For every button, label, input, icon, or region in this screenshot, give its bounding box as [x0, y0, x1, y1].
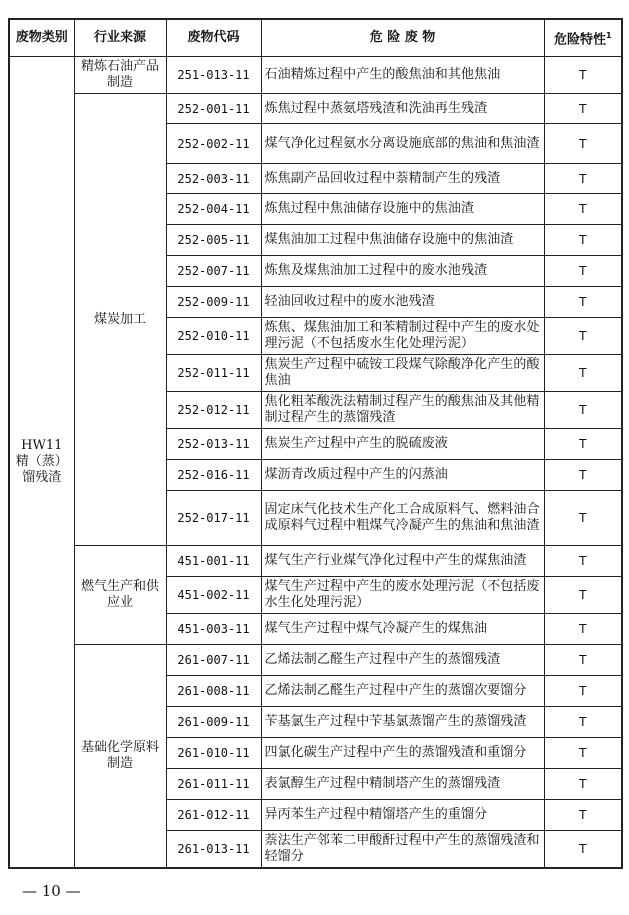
waste-description-cell: 乙烯法制乙醛生产过程中产生的蒸馏次要馏分	[261, 676, 544, 707]
hazard-property-cell: T	[544, 738, 622, 769]
hazard-property-cell: T	[544, 287, 622, 318]
hazard-property-cell: T	[544, 124, 622, 164]
hazard-property-cell: T	[544, 392, 622, 429]
waste-description-cell: 煤气生产过程中产生的废水处理污泥（不包括废水生化处理污泥）	[261, 577, 544, 614]
page-number: — 10 —	[22, 882, 81, 900]
hazard-property-cell: T	[544, 429, 622, 460]
table-row	[9, 546, 622, 577]
hazard-property-cell: T	[544, 577, 622, 614]
waste-code-cell: 261-013-11	[166, 831, 261, 868]
hazard-property-cell: T	[544, 94, 622, 124]
waste-code-cell: 252-007-11	[166, 256, 261, 287]
industry-source-cell: 基础化学原料制造	[74, 645, 166, 868]
hazard-property-cell: T	[544, 645, 622, 676]
waste-description-cell: 炼焦、煤焦油加工和苯精制过程中产生的废水处理污泥（不包括废水生化处理污泥）	[261, 318, 544, 355]
header-property-label: 危险特性	[553, 32, 606, 48]
waste-description-cell: 表氯醇生产过程中精制塔产生的蒸馏残渣	[261, 769, 544, 800]
waste-description-cell: 异丙苯生产过程中精馏塔产生的重馏分	[261, 800, 544, 831]
hazard-property-cell: T	[544, 769, 622, 800]
hazard-property-cell: T	[544, 546, 622, 577]
waste-code-cell: 261-007-11	[166, 645, 261, 676]
header-property-footnote: 1	[605, 30, 612, 40]
waste-code-cell: 251-013-11	[166, 57, 261, 94]
hazard-property-cell: T	[544, 460, 622, 491]
industry-source-cell: 煤炭加工	[74, 94, 166, 546]
waste-description-cell: 煤气净化过程氨水分离设施底部的焦油和焦油渣	[261, 124, 544, 164]
waste-code-cell: 252-013-11	[166, 429, 261, 460]
table-row	[9, 94, 622, 124]
header-category: 废物类别	[9, 19, 74, 57]
waste-description-cell: 苄基氯生产过程中苄基氯蒸馏产生的蒸馏残渣	[261, 707, 544, 738]
waste-category-line: 馏残渣	[22, 469, 62, 485]
waste-code-cell: 451-001-11	[166, 546, 261, 577]
waste-code-cell: 261-011-11	[166, 769, 261, 800]
waste-description-cell: 焦化粗苯酸洗法精制过程产生的酸焦油及其他精制过程产生的蒸馏残渣	[261, 392, 544, 429]
waste-code-cell: 252-002-11	[166, 124, 261, 164]
waste-description-cell: 轻油回收过程中的废水池残渣	[261, 287, 544, 318]
waste-code-cell: 252-001-11	[166, 94, 261, 124]
industry-source-cell: 燃气生产和供应业	[74, 546, 166, 645]
hazard-property-cell: T	[544, 225, 622, 256]
waste-description-cell: 乙烯法制乙醛生产过程中产生的蒸馏残渣	[261, 645, 544, 676]
waste-description-cell: 四氯化碳生产过程中产生的蒸馏残渣和重馏分	[261, 738, 544, 769]
waste-description-cell: 炼焦及煤焦油加工过程中的废水池残渣	[261, 256, 544, 287]
hazard-property-cell: T	[544, 355, 622, 392]
waste-code-cell: 451-003-11	[166, 614, 261, 645]
table-header-row	[9, 19, 622, 57]
waste-code-cell: 252-010-11	[166, 318, 261, 355]
waste-description-cell: 煤气生产过程中煤气冷凝产生的煤焦油	[261, 614, 544, 645]
table-row	[9, 57, 622, 94]
hazard-property-cell: T	[544, 676, 622, 707]
hazard-property-cell: T	[544, 831, 622, 868]
waste-code-cell: 261-008-11	[166, 676, 261, 707]
hazard-property-cell: T	[544, 194, 622, 225]
waste-description-cell: 炼焦副产品回收过程中萘精制产生的残渣	[261, 164, 544, 194]
table-row	[9, 645, 622, 676]
waste-description-cell: 炼焦过程中蒸氨塔残渣和洗油再生残渣	[261, 94, 544, 124]
waste-code-cell: 261-009-11	[166, 707, 261, 738]
waste-description-cell: 煤沥青改质过程中产生的闪蒸油	[261, 460, 544, 491]
waste-code-cell: 252-004-11	[166, 194, 261, 225]
hazardous-waste-table	[8, 18, 623, 869]
header-source: 行业来源	[74, 19, 166, 57]
waste-code-cell: 252-012-11	[166, 392, 261, 429]
waste-code-cell: 252-005-11	[166, 225, 261, 256]
hazard-property-cell: T	[544, 707, 622, 738]
industry-source-cell: 精炼石油产品制造	[74, 57, 166, 94]
hazard-property-cell: T	[544, 491, 622, 546]
waste-code-cell: 252-011-11	[166, 355, 261, 392]
hazard-property-cell: T	[544, 800, 622, 831]
waste-category-line: HW11	[21, 437, 63, 453]
header-property	[544, 19, 622, 57]
waste-code-cell: 252-009-11	[166, 287, 261, 318]
hazard-property-cell: T	[544, 256, 622, 287]
hazard-property-cell: T	[544, 164, 622, 194]
waste-code-cell: 451-002-11	[166, 577, 261, 614]
waste-code-cell: 252-016-11	[166, 460, 261, 491]
table-body	[9, 57, 622, 868]
waste-code-cell: 252-017-11	[166, 491, 261, 546]
waste-description-cell: 石油精炼过程中产生的酸焦油和其他焦油	[261, 57, 544, 94]
waste-description-cell: 煤焦油加工过程中焦油储存设施中的焦油渣	[261, 225, 544, 256]
waste-description-cell: 炼焦过程中焦油储存设施中的焦油渣	[261, 194, 544, 225]
waste-description-cell: 煤气生产行业煤气净化过程中产生的煤焦油渣	[261, 546, 544, 577]
waste-code-cell: 261-010-11	[166, 738, 261, 769]
header-waste: 危 险 废 物	[261, 19, 544, 57]
waste-code-cell: 252-003-11	[166, 164, 261, 194]
waste-description-cell: 萘法生产邻苯二甲酸酐过程中产生的蒸馏残渣和轻馏分	[261, 831, 544, 868]
waste-category-line: 精（蒸）	[15, 453, 68, 469]
header-code: 废物代码	[166, 19, 261, 57]
hazard-property-cell: T	[544, 318, 622, 355]
hazard-property-cell: T	[544, 57, 622, 94]
waste-description-cell: 固定床气化技术生产化工合成原料气、燃料油合成原料气过程中粗煤气冷凝产生的焦油和焦油渣	[261, 491, 544, 546]
waste-category-cell	[9, 57, 74, 868]
waste-code-cell: 261-012-11	[166, 800, 261, 831]
waste-description-cell: 焦炭生产过程中产生的脱硫废液	[261, 429, 544, 460]
hazard-property-cell: T	[544, 614, 622, 645]
waste-description-cell: 焦炭生产过程中硫铵工段煤气除酸净化产生的酸焦油	[261, 355, 544, 392]
